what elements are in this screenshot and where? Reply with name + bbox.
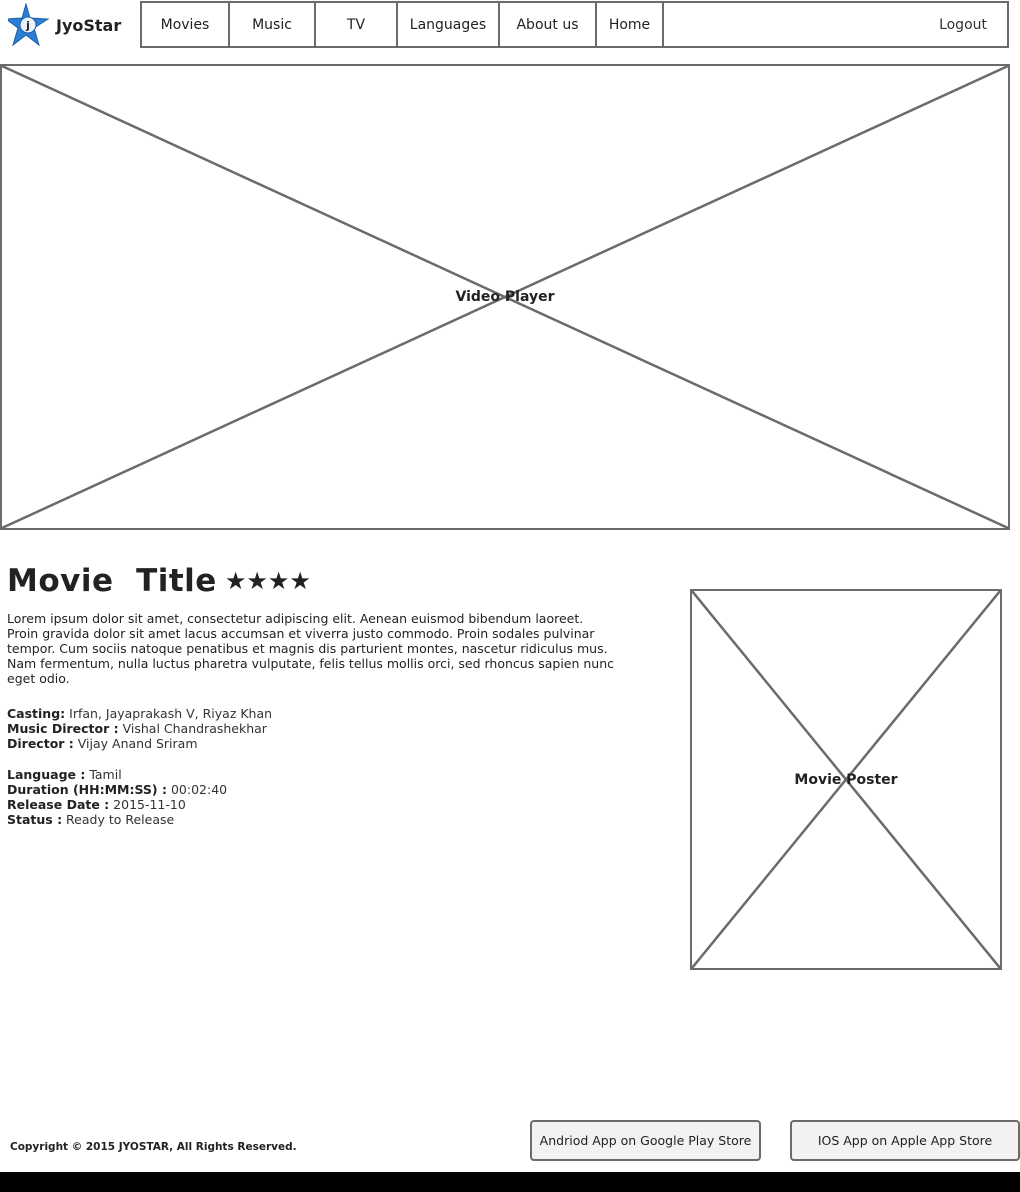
movie-poster-label: Movie Poster [794, 771, 898, 788]
nav-spacer [664, 3, 939, 46]
nav-tv[interactable]: TV [316, 3, 398, 46]
movie-description: Lorem ipsum dolor sit amet, consectetur adipiscing elit. Aenean euismod bibendum laoreet. Proin gravida dolor sit amet lacus accumsan et viverra justo commodo. Proin sodales pulvinar tempor. Cum sociis natoque penatibus et magnis dis parturient montes, nascetur ridiculus mus. Nam fermentum, nulla luctus pharetra vulputate, felis tellus mollis orci, sed rhoncus sapien nunc eget odio. [7, 611, 615, 686]
star-icon: ★ [267, 567, 290, 595]
footer-bar [0, 1172, 1020, 1192]
detail-status: Status : Ready to Release [7, 812, 175, 827]
brand-name: JyoStar [56, 15, 122, 35]
star-icon: ★ [246, 567, 268, 595]
android-app-button[interactable]: Andriod App on Google Play Store [530, 1120, 761, 1161]
movie-title-row [7, 563, 311, 599]
nav-languages[interactable]: Languages [398, 3, 500, 46]
rating-stars [225, 569, 311, 593]
copyright-text: Copyright © 2015 JYOSTAR, All Rights Reserved. [10, 1141, 297, 1153]
brand-logo[interactable] [8, 2, 138, 48]
ios-app-button[interactable]: IOS App on Apple App Store [790, 1120, 1020, 1161]
credit-casting: Casting: Irfan, Jayaprakash V, Riyaz Khan [7, 706, 273, 721]
nav-about-us[interactable]: About us [500, 3, 597, 46]
movie-poster [690, 589, 1002, 970]
credit-director: Director : Vijay Anand Sriram [7, 736, 198, 751]
movie-credits [7, 706, 272, 751]
movie-title: Movie Title [7, 563, 217, 599]
logout-link[interactable]: Logout [939, 16, 987, 33]
nav-music[interactable]: Music [230, 3, 316, 46]
detail-language: Language : Tamil [7, 767, 122, 782]
star-logo-icon [8, 3, 50, 47]
video-player-label: Video Player [455, 289, 555, 305]
logo-letter: j [26, 19, 30, 32]
top-navigation [140, 1, 1009, 48]
star-icon: ★ [224, 567, 247, 595]
star-icon: ★ [289, 567, 311, 595]
credit-music-director: Music Director : Vishal Chandrashekhar [7, 721, 267, 736]
nav-movies[interactable]: Movies [142, 3, 230, 46]
video-player[interactable] [0, 64, 1010, 530]
detail-release-date: Release Date : 2015-11-10 [7, 797, 186, 812]
movie-details [7, 767, 227, 827]
detail-duration: Duration (HH:MM:SS) : 00:02:40 [7, 782, 228, 797]
nav-home[interactable]: Home [597, 3, 664, 46]
